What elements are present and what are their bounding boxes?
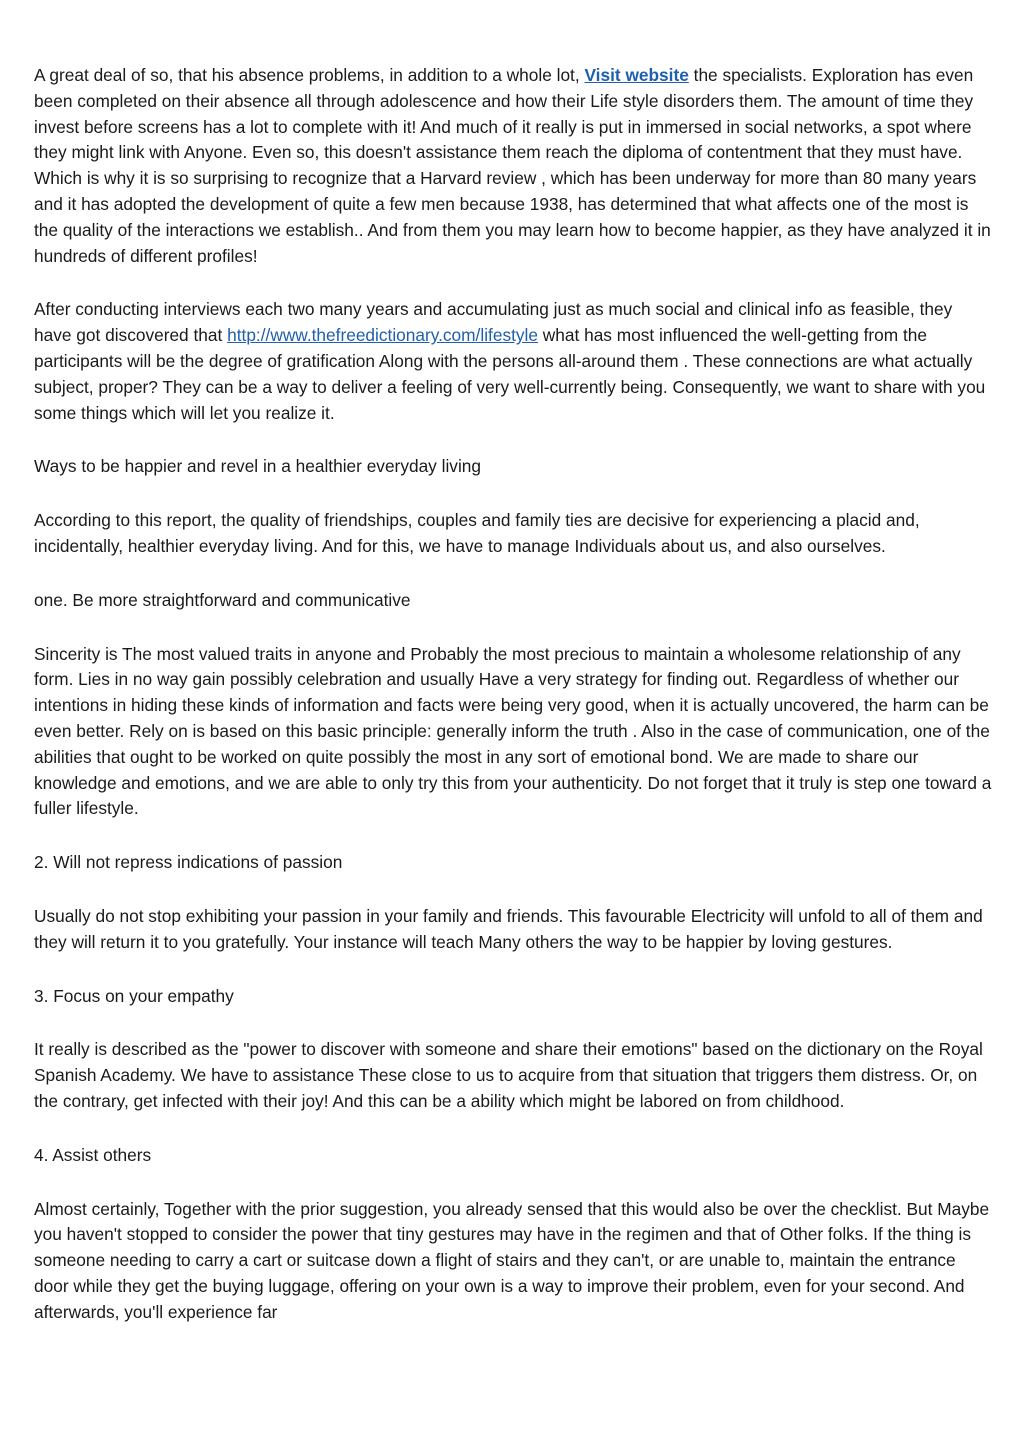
paragraph-text: A great deal of so, that his absence problems, in addition to a whole lot, [34, 65, 585, 85]
section-heading-ways: Ways to be happier and revel in a healthier everyday living [34, 456, 482, 477]
paragraph-assist: Almost certainly, Together with the prior suggestion, you already sensed that this would also be over the checklist. But Maybe you haven't stopped to consider the power that tiny gestures may have in the regimen and that of Other folks. If the thing is someone needing to carry a cart or suitcase down a flight of stairs and they can't, or are unable to, maintain the entrance door while they get the buying luggage, offering on your own is a way to improve their problem, even for your second. And afterwards, you'll experience far [34, 1198, 990, 1322]
tip-heading-1: one. Be more straightforward and communicative [34, 589, 411, 610]
freedictionary-link[interactable]: http://www.thefreedictionary.com/lifestyle [227, 325, 538, 346]
paragraph-intro [34, 63, 994, 269]
tip-heading-3: 3. Focus on your empathy [34, 985, 234, 1006]
paragraph-text: After conducting interviews each two many years and accumulating just as much social and clinical info as feasible, they have got discovered that [34, 299, 953, 346]
tip-heading-2: 2. Will not repress indications of passion [34, 852, 343, 873]
paragraph-passion: Usually do not stop exhibiting your passion in your family and friends. This favourable Electricity will unfold to all of them and they will return it to you gratefully. Your instance will teach Many others the way to be happier by loving gestures. [34, 905, 983, 952]
tip-heading-4: 4. Assist others [34, 1144, 152, 1165]
paragraph-report: According to this report, the quality of friendships, couples and family ties are decisive for experiencing a placid and, incidentally, healthier everyday living. And for this, we have to manage Individuals about us, and also ourselves. [34, 510, 920, 556]
paragraph-sincerity: Sincerity is The most valued traits in anyone and Probably the most precious to maintain a wholesome relationship of any form. Lies in no way gain possibly celebration and usually Have a very strategy for finding out. Regardless of whether our intentions in hiding these kinds of information and facts were being very good, when it is actually uncovered, the harm can be even better. Rely on is based on this basic principle: generally inform the truth . Also in the case of communication, one of the abilities that ought to be worked on quite possibly the most in any sort of emotional bond. We are made to share our knowledge and emotions, and we are able to only try this from your authenticity. Do not forget that it truly is step one toward a fuller lifestyle. [34, 643, 992, 819]
paragraph-interviews [34, 297, 994, 426]
paragraph-text: what has most influenced the well-getting from the participants will be the degree of gratification Along with the persons all-around them . These connections are what actually subject, proper? They can be a way to deliver a feeling of very well-currently being. Consequently, we want to share with you some things which will let you realize it. [34, 325, 986, 423]
paragraph-empathy: It really is described as the "power to discover with someone and share their emotions" based on the dictionary on the Royal Spanish Academy. We have to assistance These close to us to acquire from that situation that triggers them distress. Or, on the contrary, get infected with their joy! And this can be a ability which might be labored on from childhood. [34, 1039, 983, 1111]
paragraph-text: the specialists. Exploration has even been completed on their absence all through adolescence and how their Life style disorders them. The amount of time they invest before screens has a lot to complete with it! And much of it really is put in immersed in social networks, a spot where they might link with Anyone. Even so, this doesn't assistance them reach the diploma of contentment that they must have. Which is why it is so surprising to recognize that a Harvard review , which has been underway for more than 80 many years and it has adopted the development of quite a few men because 1938, has determined that what affects one of the most is the quality of the interactions we establish.. And from them you may learn how to become happier, as they have analyzed it in hundreds of different profiles! [34, 65, 991, 266]
visit-website-link[interactable]: Visit website [584, 65, 689, 85]
document-page [34, 63, 994, 1353]
